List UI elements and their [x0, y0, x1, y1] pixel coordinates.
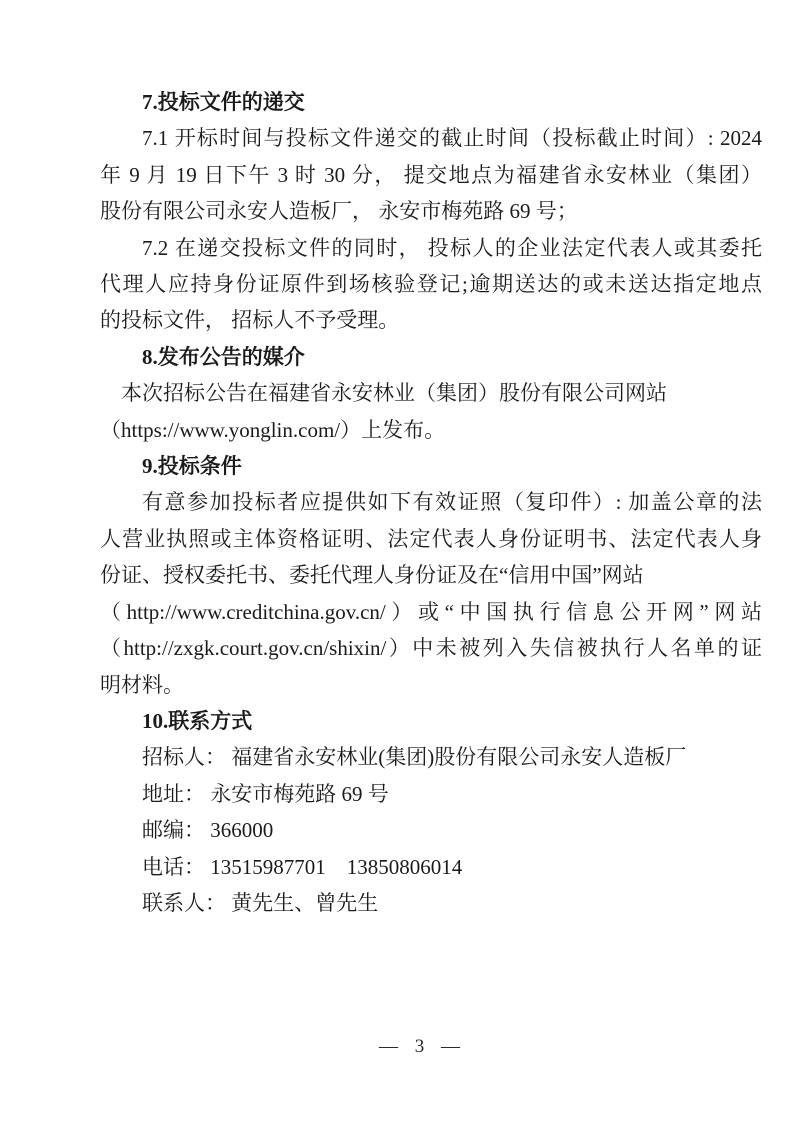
para-9-line-3: 份证、授权委托书、委托代理人身份证及在“信用中国”网站: [100, 563, 644, 588]
para-7-2-line-3: 的投标文件， 招标人不予受理。: [100, 308, 400, 333]
para-9-line-1: 有意参加投标者应提供如下有效证照（复印件）: 加盖公章的法: [142, 490, 762, 515]
para-9-line-4: （http://www.creditchina.gov.cn/）或“中国执行信息公开网”网站: [100, 599, 762, 624]
para-7-2-line-2: 代理人应持身份证原件到场核验登记;逾期送达的或未送达指定地点: [100, 272, 762, 297]
contact-postcode-line: 邮编： 366000: [142, 818, 274, 843]
para-9-line-6: 明材料。: [100, 672, 184, 697]
para-8-line-2: （https://www.yonglin.com/）上发布。: [100, 417, 446, 442]
para-7-1-line-3: 股份有限公司永安人造板厂， 永安市梅苑路 69 号；: [100, 199, 578, 224]
para-7-1-line-1: 7.1 开标时间与投标文件递交的截止时间（投标截止时间）: 2024: [142, 126, 762, 151]
para-9-line-2: 人营业执照或主体资格证明、法定代表人身份证明书、法定代表人身: [100, 526, 762, 551]
contact-address-line: 地址： 永安市梅苑路 69 号: [142, 781, 389, 806]
para-8-line-1: 本次招标公告在福建省永安林业（集团）股份有限公司网站: [121, 381, 667, 406]
contact-tenderer-line: 招标人： 福建省永安林业(集团)股份有限公司永安人造板厂: [142, 745, 687, 770]
document-body: [100, 84, 762, 921]
para-7-2-line-1: 7.2 在递交投标文件的同时， 投标人的企业法定代表人或其委托: [142, 235, 762, 260]
heading-section-10: 10.联系方式: [142, 708, 253, 733]
heading-section-9: 9.投标条件: [142, 454, 242, 479]
para-7-1-line-2: 年 9 月 19 日下午 3 时 30 分， 提交地点为福建省永安林业（集团）: [100, 162, 762, 187]
heading-section-7: 7.投标文件的递交: [142, 90, 305, 114]
contact-persons-line: 联系人： 黄先生、曾先生: [142, 890, 379, 915]
page-number: — 3 —: [379, 1036, 461, 1057]
contact-phone-line: 电话： 13515987701 13850806014: [142, 854, 463, 879]
heading-section-8: 8.发布公告的媒介: [142, 344, 305, 369]
para-9-line-5: （http://zxgk.court.gov.cn/shixin/）中未被列入失信被执行人名单的证: [100, 636, 762, 661]
